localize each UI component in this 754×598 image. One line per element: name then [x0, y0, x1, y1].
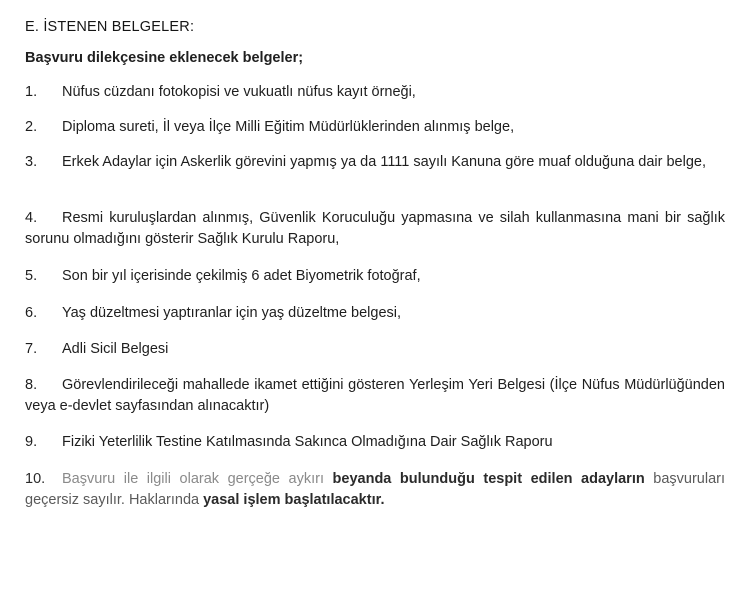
- item-number: 5.: [25, 268, 38, 284]
- item-number: 6.: [25, 305, 38, 321]
- list-item-5: [25, 266, 725, 287]
- list-item-7: [25, 339, 725, 360]
- list-item-1: [25, 82, 725, 103]
- item-text: Fiziki Yeterlilik Testine Katılmasında Sakınca Olmadığına Dair Sağlık Raporu: [62, 434, 553, 450]
- subheading: Başvuru dilekçesine eklenecek belgeler;: [25, 50, 304, 66]
- section-heading: E. İSTENEN BELGELER:: [25, 19, 195, 35]
- item-number: 1.: [25, 84, 38, 100]
- list-item-9: [25, 432, 725, 453]
- list-item-10: [25, 469, 725, 510]
- list-item-4: [25, 208, 725, 249]
- item-text-bold-end: yasal işlem başlatılacaktır.: [203, 491, 385, 508]
- item-text: Nüfus cüzdanı fotokopisi ve vukuatlı nüfus kayıt örneği,: [62, 84, 416, 100]
- item-text: Diploma sureti, İl veya İlçe Milli Eğitim Müdürlüklerinden alınmış belge,: [62, 119, 515, 135]
- list-item-3: [25, 152, 725, 173]
- item-text-faded: Başvuru ile ilgili olarak gerçeğe aykırı: [62, 471, 324, 487]
- item-text: Adli Sicil Belgesi: [62, 341, 169, 357]
- item-text-bold: beyanda bulunduğu tespit edilen adayların: [332, 471, 645, 487]
- list-item-2: [25, 117, 725, 138]
- item-number: 10.: [25, 471, 46, 487]
- list-item-6: [25, 303, 725, 324]
- item-number: 7.: [25, 341, 38, 357]
- item-number: 2.: [25, 119, 38, 135]
- item-text: Yaş düzeltmesi yaptıranlar için yaş düzeltme belgesi,: [62, 305, 402, 321]
- item-text-semi: başvuruları geçersiz sayılır. Haklarında: [25, 471, 726, 508]
- item-text: Erkek Adaylar için Askerlik görevini yapmış ya da 1111 sayılı Kanuna göre muaf olduğuna dair belge,: [62, 154, 707, 170]
- item-number: 4.: [25, 210, 38, 226]
- item-text: Son bir yıl içerisinde çekilmiş 6 adet Biyometrik fotoğraf,: [62, 268, 421, 284]
- item-number: 9.: [25, 434, 38, 450]
- item-text: Görevlendirileceği mahallede ikamet ettiğini gösteren Yerleşim Yeri Belgesi (İlçe Nüfus Müdürlüğünden veya e-devlet sayfasından alınacaktır): [25, 377, 725, 414]
- item-number: 3.: [25, 154, 38, 170]
- item-number: 8.: [25, 377, 38, 393]
- item-text: Resmi kuruluşlardan alınmış, Güvenlik Koruculuğu yapmasına ve silah kullanmasına mani bir sağlık sorunu olmadığını gösterir Sağlık Kurulu Raporu,: [25, 210, 725, 247]
- list-item-8: [25, 375, 725, 416]
